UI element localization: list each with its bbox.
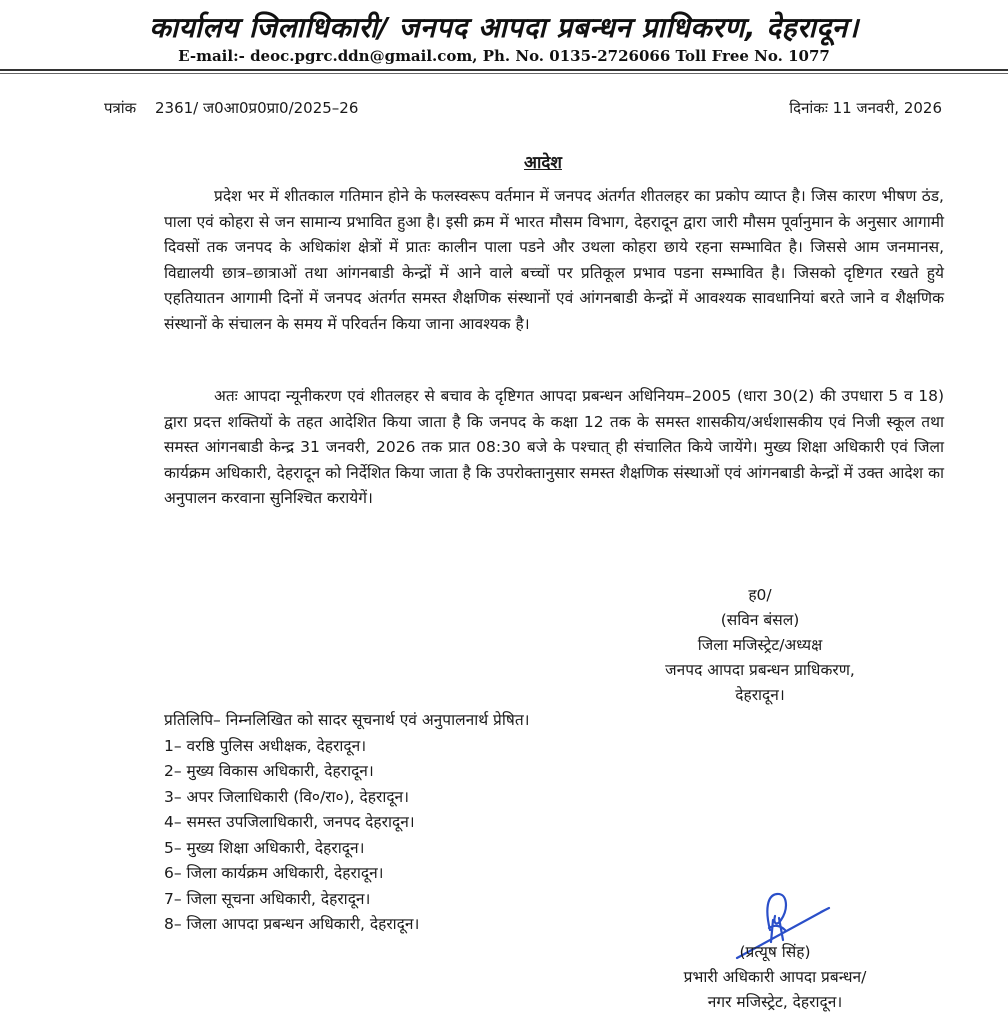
list-item: 4– समस्त उपजिलाधिकारी, जनपद देहरादून। [164,813,415,831]
copy-to-list [164,708,530,938]
reference-value: 2361/ ज0आ0प्र0प्रा0/2025–26 [155,99,359,117]
order-paragraph-1: प्रदेश भर में शीतकाल गतिमान होने के फलस्वरूप वर्तमान में जनपद अंतर्गत शीतलहर का प्रकोप व्याप्त है। जिस कारण भीषण ठंड, पाला एवं कोहरा से जन सामान्य प्रभावित हुआ है। इसी क्रम में भारत मौसम विभाग, देहरादून द्वारा जारी मौसम पूर्वानुमान के अनुसार आगामी दिवसों तक जनपद के अधिकांश क्षेत्रों में प्रातः कालीन पाला पडने और उथला कोहरा छाये रहना सम्भावित है। जिससे आम जनमानस, विद्यालयी छात्र–छात्राओं तथा आंगनबाडी केन्द्रों में आने वाले बच्चों पर प्रतिकूल प्रभाव पडना सम्भावित है। जिसको दृष्टिगत रखते हुये एहतियातन आगामी दिनों में जनपद अंतर्गत समस्त शैक्षणिक संस्थानों एवं आंगनबाडी केन्द्रों में आवश्यक सावधानियां बरते जाने व शैक्षणिक संस्थानों के संचालन के समय में परिवर्तन किया जाना आवश्यक है। [164,187,944,333]
countersignatory-block [600,940,950,1015]
signatory-block [600,583,920,708]
reference-label: पत्रांक [104,99,137,117]
countersignatory-office: नगर मजिस्ट्रेट, देहरादून। [707,993,843,1011]
reference-number [104,98,372,118]
signatory-designation: जिला मजिस्ट्रेट/अध्यक्ष [697,636,823,654]
letterhead-title: कार्यालय जिलाधिकारी/ जनपद आपदा प्रबन्धन प्राधिकरण, देहरादून। [149,11,859,44]
signatory-place: देहरादून। [735,686,785,704]
list-item: 5– मुख्य शिक्षा अधिकारी, देहरादून। [164,838,365,857]
countersignatory-designation: प्रभारी अधिकारी आपदा प्रबन्धन/ [683,968,867,986]
signatory-office: जनपद आपदा प्रबन्धन प्राधिकरण, [665,661,855,679]
list-item: 1– वरष्ठि पुलिस अधीक्षक, देहरादून। [164,736,367,755]
order-title: आदेश [524,153,562,173]
list-item: 8– जिला आपदा प्रबन्धन अधिकारी, देहरादून। [164,915,420,933]
copy-to-heading: प्रतिलिपि– निम्नलिखित को सादर सूचनार्थ एवं अनुपालनार्थ प्रेषित। [164,711,530,729]
order-paragraph-2: अतः आपदा न्यूनीकरण एवं शीतलहर से बचाव के दृष्टिगत आपदा प्रबन्धन अधिनियम–2005 (धारा 30(2) की उपधारा 5 व 18) द्वारा प्रदत्त शक्तियों के तहत आदेशित किया जाता है कि जनपद के कक्षा 12 तक के समस्त शासकीय/अर्धशासकीय एवं निजी स्कूल तथा समस्त आंगनबाडी केन्द्र 31 जनवरी, 2026 तक प्रात 08:30 बजे के पश्चात् ही संचालित किये जायेंगे। मुख्य शिक्षा अधिकारी एवं जिला कार्यक्रम अधिकारी, देहरादून को निर्देशित किया जाता है कि उपरोक्तानुसार समस्त शैक्षणिक संस्थाओं एवं आंगनबाडी केन्द्रों में उक्त आदेश का अनुपालन करवाना सुनिश्चित करायेगें। [164,387,944,507]
document-date: दिनांकः 11 जनवरी, 2026 [789,99,942,117]
signed-mark: ह0/ [748,586,772,604]
letterhead-contact: E-mail:- deoc.pgrc.ddn@gmail.com, Ph. No. 0135-2726066 Toll Free No. 1077 [178,47,830,65]
list-item: 2– मुख्य विकास अधिकारी, देहरादून। [164,762,374,780]
list-item: 3– अपर जिलाधिकारी (वि०/रा०), देहरादून। [164,787,410,806]
header-rule-thin [0,73,1008,74]
list-item: 6– जिला कार्यक्रम अधिकारी, देहरादून। [164,864,384,882]
list-item: 7– जिला सूचना अधिकारी, देहरादून। [164,889,371,908]
countersignatory-name: (प्रत्यूष सिंह) [739,943,811,961]
signatory-name: (सविन बंसल) [720,611,800,629]
header-rule-thick [0,69,1008,71]
